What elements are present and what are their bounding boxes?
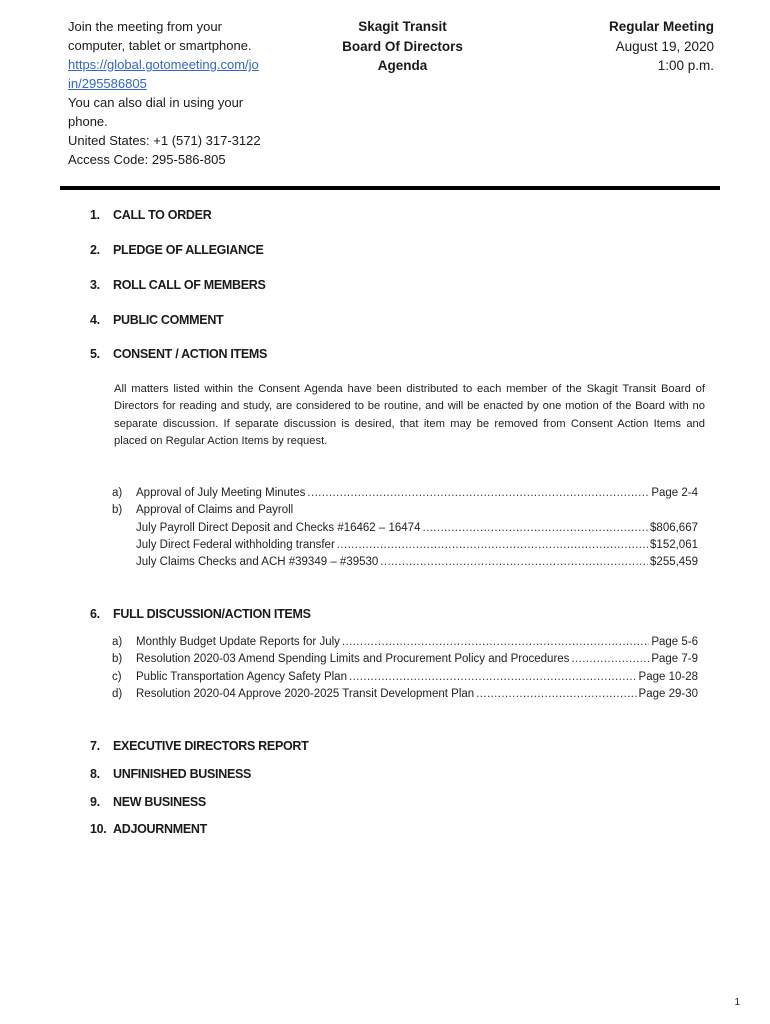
agenda-title-block: [320, 17, 485, 76]
item-text: Public Transportation Agency Safety Plan: [136, 670, 347, 683]
section-number: 7.: [90, 739, 100, 753]
dot-leader: [307, 485, 649, 502]
item-value: Page 2-4: [651, 487, 698, 499]
section-number: 2.: [90, 243, 100, 257]
dial-phone: United States: +1 (571) 317-3122: [68, 133, 261, 148]
dot-leader: [422, 520, 648, 537]
meeting-link[interactable]: in/295586805: [68, 76, 147, 91]
consent-items-list: [112, 485, 698, 571]
section-heading: [90, 278, 266, 292]
section-title: ADJOURNMENT: [113, 822, 207, 836]
meeting-time: 1:00 p.m.: [657, 58, 714, 73]
dot-leader: [476, 686, 636, 703]
list-item: [112, 537, 698, 554]
list-item: [112, 669, 698, 686]
section-heading: [90, 208, 211, 222]
item-letter: a): [112, 487, 123, 499]
board-name: Board Of Directors: [342, 38, 463, 54]
item-text: Resolution 2020-04 Approve 2020-2025 Transit Development Plan: [136, 687, 475, 700]
item-text: July Claims Checks and ACH #39349 – #39530: [136, 556, 379, 569]
section-number: 3.: [90, 278, 100, 292]
item-text: July Payroll Direct Deposit and Checks #16462 – 16474: [136, 521, 421, 534]
section-number: 1.: [90, 208, 100, 222]
item-value: $806,667: [650, 521, 698, 534]
section-number: 8.: [90, 767, 100, 781]
item-text: July Direct Federal withholding transfer: [136, 538, 335, 551]
section-title: UNFINISHED BUSINESS: [113, 767, 252, 781]
section-number: 9.: [90, 795, 100, 809]
item-letter: c): [112, 670, 122, 683]
consent-paragraph: All matters listed within the Consent Agenda have been distributed to each member of the Skagit Transit Board of Directors for reading and study, are considered to be routine, and will be enacted by one motion of the Board with no separate discussion. If separate discussion is desired, that item may be removed from Consent Action Items and placed on Regular Action Items by request.: [114, 383, 705, 448]
dial-text-line: You can also dial in using your: [68, 95, 244, 110]
section-heading: [90, 607, 311, 621]
item-value: Page 5-6: [651, 636, 698, 648]
section-title: FULL DISCUSSION/ACTION ITEMS: [113, 607, 311, 621]
section-number: 4.: [90, 313, 100, 327]
list-item: [112, 686, 698, 703]
item-letter: d): [112, 687, 123, 700]
dot-leader: [349, 669, 637, 686]
section-title: EXECUTIVE DIRECTORS REPORT: [113, 739, 309, 753]
page-number: 1: [734, 997, 740, 1008]
dot-leader: [342, 634, 649, 651]
section-heading: [90, 313, 223, 327]
section-heading: [90, 795, 206, 809]
join-text-line: computer, tablet or smartphone.: [68, 38, 252, 53]
section-heading: [90, 739, 308, 753]
list-item: [112, 634, 698, 651]
item-text: Approval of Claims and Payroll: [136, 504, 294, 517]
meeting-date: August 19, 2020: [615, 38, 714, 54]
access-code: Access Code: 295-586-805: [68, 152, 226, 167]
item-text: Monthly Budget Update Reports for July: [136, 636, 340, 648]
item-value: Page 7-9: [651, 653, 698, 666]
item-value: $152,061: [650, 538, 698, 551]
item-text: Resolution 2020-03 Amend Spending Limits and Procurement Policy and Procedures: [136, 653, 570, 666]
section-title: CONSENT / ACTION ITEMS: [113, 347, 268, 361]
item-letter: b): [112, 653, 123, 666]
document-title: Agenda: [377, 58, 428, 73]
join-text-line: Join the meeting from your: [68, 19, 222, 34]
item-value: Page 29-30: [638, 687, 698, 700]
item-letter: a): [112, 636, 123, 648]
list-item: [112, 651, 698, 668]
section-heading: [90, 822, 207, 836]
list-item: [112, 554, 698, 571]
discussion-items-list: [112, 634, 698, 703]
section-number: 6.: [90, 607, 100, 621]
dot-leader: [571, 651, 649, 668]
meeting-type: Regular Meeting: [608, 19, 714, 34]
dial-text-line: phone.: [68, 114, 108, 129]
meeting-join-info: [68, 17, 288, 169]
section-heading: [90, 347, 267, 361]
item-value: $255,459: [650, 556, 698, 569]
meeting-details: [560, 17, 714, 76]
section-number: 5.: [90, 347, 100, 361]
dot-leader: [380, 554, 648, 571]
list-item: [112, 520, 698, 537]
item-value: Page 10-28: [638, 670, 698, 683]
section-title: CALL TO ORDER: [113, 208, 212, 222]
list-item: [112, 502, 698, 519]
section-title: PUBLIC COMMENT: [113, 313, 224, 327]
section-heading: [90, 767, 251, 781]
org-name: Skagit Transit: [358, 19, 447, 34]
section-number: 10.: [90, 822, 107, 836]
item-letter: b): [112, 504, 123, 517]
dot-leader: [337, 537, 648, 554]
section-title: PLEDGE OF ALLEGIANCE: [113, 243, 264, 257]
section-title: NEW BUSINESS: [113, 795, 206, 809]
header-divider: [60, 186, 720, 190]
meeting-link[interactable]: https://global.gotomeeting.com/jo: [68, 57, 259, 72]
item-text: Approval of July Meeting Minutes: [136, 487, 306, 499]
list-item: [112, 485, 698, 502]
section-title: ROLL CALL OF MEMBERS: [113, 278, 266, 292]
section-heading: [90, 243, 264, 257]
